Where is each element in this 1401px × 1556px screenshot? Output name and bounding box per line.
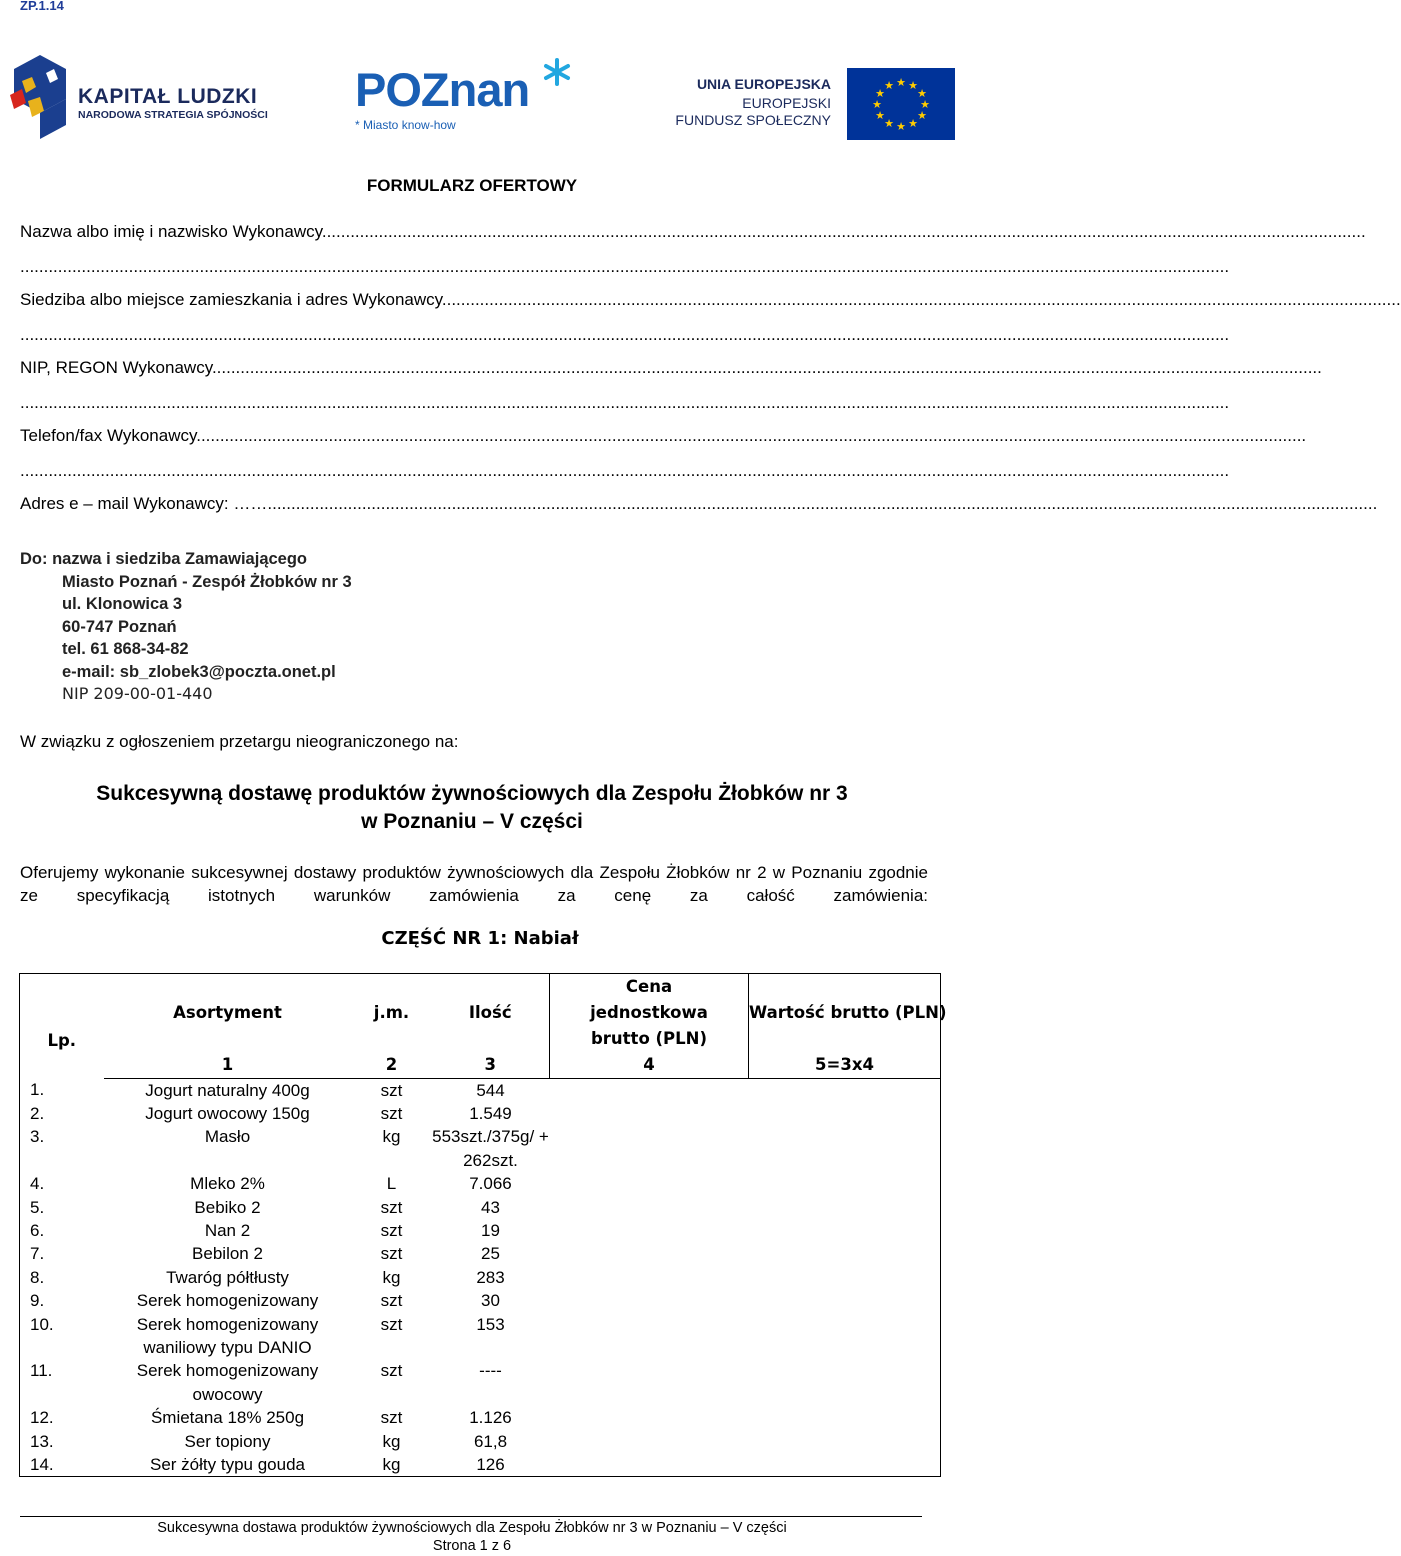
field-label: NIP, REGON Wykonawcy (20, 358, 212, 377)
cell-unit: kg (382, 1127, 401, 1147)
number-value: 5=3x4 (749, 1052, 941, 1078)
table-row (20, 1266, 941, 1289)
cell-lp: 6. (20, 1219, 104, 1242)
eu-line1: UNIA EUROPEJSKA (696, 76, 831, 92)
header-unit: j.m. (352, 974, 432, 1053)
table-row (20, 1242, 941, 1265)
table-row (20, 1453, 941, 1477)
tender-subject (0, 780, 944, 836)
number-qty: 3 (432, 1052, 550, 1078)
table-number-row (20, 1052, 941, 1078)
cell-unit: kg (382, 1267, 401, 1287)
address-line4: tel. 61 868-34-82 (62, 640, 189, 658)
field-label: Adres e – mail Wykonawcy: …… (20, 494, 268, 513)
cell-qty: 30 (481, 1291, 500, 1311)
field-phone-fax-line2: ................................................................................................................................................................................................................................................................ (20, 461, 1230, 480)
field-contractor-name[interactable] (20, 222, 1366, 242)
cell-lp: 4. (20, 1172, 104, 1195)
svg-text:★: ★ (920, 98, 930, 111)
cell-item: Serek homogenizowany waniliowy typu DANIO (136, 1314, 319, 1357)
eu-efs-logo (675, 65, 955, 137)
field-nip-regon-line2: ................................................................................................................................................................................................................................................................ (20, 393, 1230, 412)
cell-qty: 1.126 (469, 1408, 512, 1428)
cell-qty: 61,8 (473, 1431, 508, 1451)
cell-price[interactable] (550, 1242, 749, 1265)
specification-table (19, 973, 947, 1477)
cell-value[interactable] (749, 1102, 941, 1125)
tender-subject-line1: Sukcesywną dostawę produktów żywnościowych dla Zespołu Żłobków nr 3 (96, 782, 848, 805)
header-qty: Ilość (432, 974, 550, 1053)
field-dots: ............................................................................................................................................................................................................................. (321, 222, 1366, 241)
cell-value[interactable] (749, 1242, 941, 1265)
cell-price[interactable] (550, 1313, 749, 1360)
field-dots: ........................................................................................................................................................................................................................................... (196, 426, 1307, 445)
eu-line2: EUROPEJSKI (742, 95, 831, 111)
cell-lp: 8. (20, 1266, 104, 1289)
table-row (20, 1102, 941, 1125)
svg-text:★: ★ (896, 120, 906, 133)
cell-qty: ---- (479, 1361, 502, 1381)
address-line3: 60-747 Poznań (62, 617, 177, 636)
cell-unit: szt (380, 1103, 403, 1123)
svg-text:★: ★ (875, 87, 885, 100)
cell-unit: szt (380, 1080, 403, 1100)
asterisk-icon (543, 58, 571, 86)
kapital-ludzki-subtitle: NARODOWA STRATEGIA SPÓJNOŚCI (78, 109, 268, 121)
ordering-party-address (20, 548, 352, 706)
cell-unit: szt (380, 1220, 403, 1240)
svg-text:★: ★ (908, 117, 918, 130)
table-row (20, 1172, 941, 1195)
cell-item: Serek homogenizowany owocowy (136, 1361, 319, 1404)
cell-lp: 9. (20, 1289, 104, 1312)
table-row (20, 1313, 941, 1360)
table-row (20, 1359, 941, 1406)
cell-unit: kg (352, 1453, 432, 1477)
header-value: Wartość brutto (PLN) (749, 974, 941, 1053)
cell-unit: szt (380, 1244, 403, 1264)
table-row (20, 1289, 941, 1312)
cell-item: Bebiko 2 (194, 1197, 261, 1217)
field-label: Siedziba albo miejsce zamieszkania i adres Wykonawcy (20, 290, 442, 309)
address-line2: ul. Klonowica 3 (62, 595, 183, 613)
cell-lp: 12. (20, 1406, 104, 1429)
cell-value[interactable] (749, 1313, 941, 1360)
cell-price[interactable] (550, 1172, 749, 1195)
table-row (20, 1125, 941, 1172)
eu-line3: FUNDUSZ SPOŁECZNY (675, 112, 831, 128)
svg-text:★: ★ (875, 109, 885, 122)
field-email[interactable] (20, 494, 1378, 514)
cell-value[interactable] (749, 1078, 941, 1102)
cell-value[interactable] (749, 1266, 941, 1289)
svg-text:★: ★ (896, 76, 906, 89)
cell-lp: 11. (20, 1359, 104, 1406)
number-price: 4 (550, 1052, 749, 1078)
cell-qty: 43 (481, 1197, 500, 1217)
cell-value[interactable] (749, 1453, 941, 1477)
svg-text:★: ★ (884, 117, 894, 130)
cell-value[interactable] (749, 1196, 941, 1219)
field-contractor-address[interactable] (20, 290, 1401, 310)
cell-price[interactable] (550, 1125, 749, 1172)
cell-value[interactable] (749, 1430, 941, 1453)
cell-qty: 7.066 (469, 1174, 512, 1194)
cell-lp: 14. (20, 1453, 104, 1477)
cell-item: Twaróg półtłusty (166, 1267, 289, 1287)
kapital-ludzki-title: KAPITAŁ LUDZKI (78, 85, 258, 108)
cell-item: Masło (204, 1127, 251, 1147)
header-item: Asortyment (104, 974, 352, 1053)
cell-unit: szt (380, 1408, 403, 1428)
field-dots: ........................................................................................................................................................................................................................................... (211, 358, 1322, 377)
poznan-wordmark: POZnan (355, 63, 530, 116)
cell-item: Ser topiony (184, 1431, 271, 1451)
cell-price[interactable] (550, 1406, 749, 1429)
cell-price[interactable] (550, 1102, 749, 1125)
svg-text:★: ★ (917, 87, 927, 100)
cell-value[interactable] (749, 1219, 941, 1242)
cell-value[interactable] (749, 1406, 941, 1429)
cell-item: Ser żółty typu gouda (104, 1453, 352, 1477)
field-contractor-address-line2: ................................................................................................................................................................................................................................................................ (20, 325, 1230, 344)
kapital-ludzki-logo (8, 55, 268, 140)
poznan-tagline-text: Miasto know-how (363, 118, 456, 132)
header-lp: Lp. (20, 974, 104, 1079)
cell-unit: kg (382, 1431, 401, 1451)
cell-value[interactable] (749, 1172, 941, 1195)
address-nip: NIP 209-00-01-440 (62, 684, 213, 703)
field-nip-regon[interactable] (20, 358, 1322, 378)
cell-lp: 1. (20, 1078, 104, 1102)
cell-value[interactable] (749, 1359, 941, 1406)
form-title: FORMULARZ OFERTOWY (366, 176, 578, 195)
eu-stars-icon (847, 68, 955, 140)
svg-text:★: ★ (872, 98, 882, 111)
cell-price[interactable] (550, 1219, 749, 1242)
offer-text: Oferujemy wykonanie sukcesywnej dostawy produktów żywnościowych dla Zespołu Żłobków nr 2 w Poznaniu zgodnie ze specyfikacją istotnych warunków zamówienia za cenę za całość zamówienia: (20, 863, 928, 905)
cell-price[interactable] (550, 1453, 749, 1477)
number-unit: 2 (352, 1052, 432, 1078)
address-line5: e-mail: sb_zlobek3@poczta.onet.pl (62, 662, 336, 681)
footer-page-number: Strona 1 z 6 (432, 1538, 512, 1554)
tender-subject-line2: w Poznaniu – V części (361, 810, 583, 833)
header-price: Cena jednostkowa brutto (PLN) (550, 974, 749, 1053)
field-dots: ........................................................................................................................................................................................................................................... (267, 494, 1378, 513)
eu-flag-icon (847, 68, 955, 140)
cell-qty: 19 (481, 1220, 500, 1240)
cell-value[interactable] (749, 1289, 941, 1312)
cell-item: Jogurt owocowy 150g (145, 1103, 310, 1123)
cell-item: Bebilon 2 (192, 1244, 263, 1264)
cell-item: Mleko 2% (190, 1174, 265, 1194)
cell-unit: szt (380, 1197, 403, 1217)
cell-unit: szt (380, 1361, 403, 1381)
cell-qty: 283 (476, 1267, 505, 1287)
table-body (20, 1078, 941, 1477)
cell-qty: 1.549 (469, 1103, 512, 1123)
footer-title: Sukcesywna dostawa produktów żywnościowych dla Zespołu Żłobków nr 3 w Poznaniu – V części (157, 1520, 787, 1536)
table-row (20, 1196, 941, 1219)
document-code: ZP.1.14 (20, 0, 64, 13)
cell-qty: 553szt./375g/ + 262szt. (432, 1127, 549, 1170)
cell-lp: 5. (20, 1196, 104, 1219)
cell-qty: 126 (432, 1453, 550, 1477)
cell-lp: 3. (20, 1125, 104, 1172)
cell-price[interactable] (550, 1289, 749, 1312)
table-row (20, 1219, 941, 1242)
cell-unit: L (386, 1174, 397, 1194)
table-row (20, 1078, 941, 1102)
footer-divider (20, 1516, 922, 1517)
svg-text:★: ★ (908, 79, 918, 92)
kapital-ludzki-emblem-icon (8, 55, 72, 140)
cell-price[interactable] (550, 1359, 749, 1406)
address-heading: Do: nazwa i siedziba Zamawiającego (20, 550, 308, 568)
field-label: Telefon/fax Wykonawcy (20, 426, 197, 445)
field-contractor-name-line2: ................................................................................................................................................................................................................................................................ (20, 257, 1230, 276)
cell-price[interactable] (550, 1078, 749, 1102)
cell-value[interactable] (749, 1125, 941, 1172)
cell-lp: 2. (20, 1102, 104, 1125)
intro-text: W związku z ogłoszeniem przetargu nieograniczonego na: (20, 732, 459, 751)
cell-qty: 25 (481, 1244, 500, 1264)
field-phone-fax[interactable] (20, 426, 1307, 446)
cell-lp: 10. (20, 1313, 104, 1360)
cell-item: Serek homogenizowany (136, 1291, 319, 1311)
table-header-row (20, 974, 941, 1053)
table-row (20, 1406, 941, 1429)
poznan-logo (355, 58, 585, 138)
field-dots: ........................................................................................................................................................................................................... (441, 290, 1401, 309)
svg-text:★: ★ (917, 109, 927, 122)
address-line1: Miasto Poznań - Zespół Żłobków nr 3 (62, 572, 352, 591)
cell-qty: 153 (476, 1314, 505, 1334)
cell-lp: 7. (20, 1242, 104, 1265)
cell-price[interactable] (550, 1196, 749, 1219)
svg-text:★: ★ (884, 79, 894, 92)
poznan-tagline: * Miasto know-how (355, 118, 456, 132)
part-title: CZĘŚĆ NR 1: Nabiał (381, 928, 579, 949)
cell-price[interactable] (550, 1430, 749, 1453)
cell-lp: 13. (20, 1430, 104, 1453)
cell-price[interactable] (550, 1266, 749, 1289)
cell-unit: szt (380, 1314, 403, 1334)
number-item: 1 (104, 1052, 352, 1078)
cell-item: Nan 2 (204, 1220, 251, 1240)
cell-item: Jogurt naturalny 400g (145, 1080, 310, 1100)
cell-qty: 544 (476, 1080, 505, 1100)
cell-unit: szt (380, 1291, 403, 1311)
table-row (20, 1430, 941, 1453)
field-label: Nazwa albo imię i nazwisko Wykonawcy (20, 222, 322, 241)
cell-item: Śmietana 18% 250g (150, 1408, 305, 1428)
